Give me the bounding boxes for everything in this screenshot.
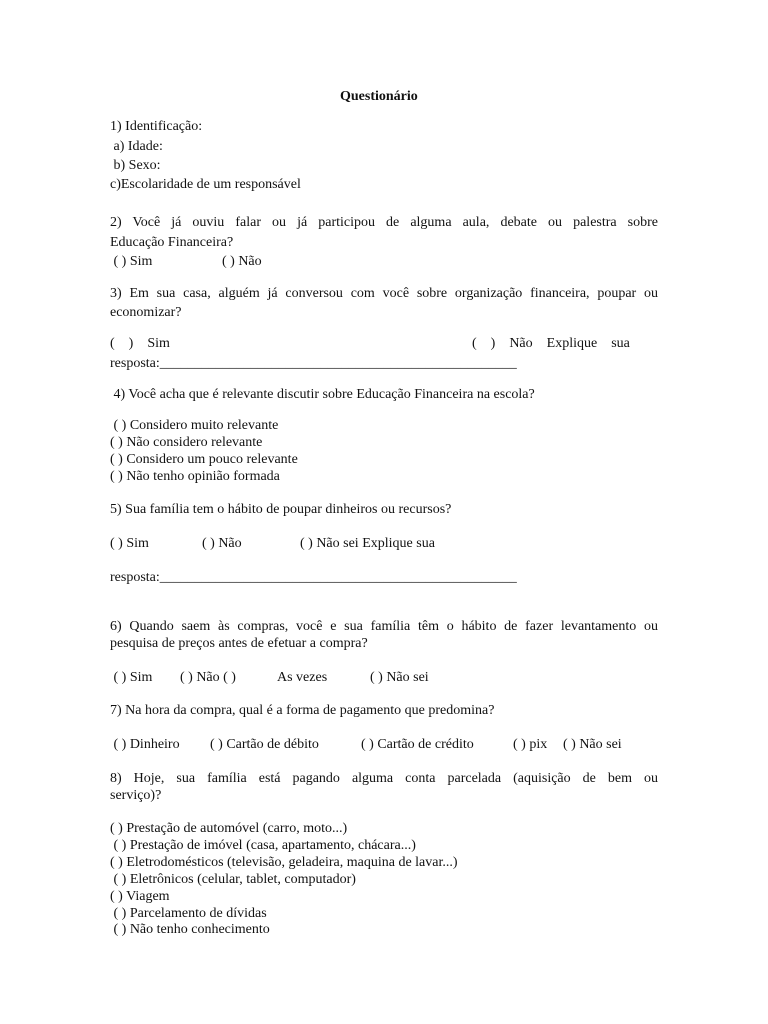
q4-option[interactable]: ( ) Considero muito relevante bbox=[110, 418, 279, 433]
q8-option[interactable]: ( ) Prestação de automóvel (carro, moto...) bbox=[110, 821, 348, 836]
q4-text: 4) Você acha que é relevante discutir sobre Educação Financeira na escola? bbox=[110, 387, 535, 402]
q8-option[interactable]: ( ) Eletrônicos (celular, tablet, computador) bbox=[110, 872, 356, 887]
page-title: Questionário bbox=[340, 89, 418, 104]
q2-line2: Educação Financeira? bbox=[110, 235, 234, 250]
q2-line1: 2) Você já ouviu falar ou já participou de alguma aula, debate ou palestra sobre bbox=[110, 215, 658, 230]
q7-option-pix[interactable]: ( ) pix bbox=[513, 737, 548, 752]
q6-option-sim[interactable]: ( ) Sim bbox=[110, 670, 153, 685]
q2-option-sim[interactable]: ( ) Sim bbox=[110, 254, 153, 269]
q7-option-debito[interactable]: ( ) Cartão de débito bbox=[210, 737, 319, 752]
q1-option-c: c)Escolaridade de um responsável bbox=[110, 177, 301, 192]
q6-option-asvezes[interactable]: As vezes bbox=[277, 670, 328, 685]
q6-line1: 6) Quando saem às compras, você e sua família têm o hábito de fazer levantamento ou bbox=[110, 619, 658, 634]
q8-option[interactable]: ( ) Eletrodomésticos (televisão, geladeira, maquina de lavar...) bbox=[110, 855, 458, 870]
q7-option-dinheiro[interactable]: ( ) Dinheiro bbox=[110, 737, 180, 752]
q8-option[interactable]: ( ) Não tenho conhecimento bbox=[110, 922, 270, 937]
q7-option-credito[interactable]: ( ) Cartão de crédito bbox=[361, 737, 474, 752]
q5-option-sim[interactable]: ( ) Sim bbox=[110, 536, 149, 551]
q3-option-sim[interactable]: ( ) Sim bbox=[110, 336, 170, 351]
q5-option-naosei[interactable]: ( ) Não sei Explique sua bbox=[300, 536, 435, 551]
q1-text: 1) Identificação: bbox=[110, 119, 203, 134]
q1-option-a: a) Idade: bbox=[110, 139, 163, 154]
q4-option[interactable]: ( ) Não considero relevante bbox=[110, 435, 263, 450]
q3-line1: 3) Em sua casa, alguém já conversou com você sobre organização financeira, poupar ou bbox=[110, 286, 658, 301]
q3-line2: economizar? bbox=[110, 305, 182, 320]
q5-resposta-line[interactable]: resposta:___________________________________________________ bbox=[110, 570, 517, 585]
q6-line2: pesquisa de preços antes de efetuar a compra? bbox=[110, 636, 368, 651]
q3-resposta-line[interactable]: resposta:___________________________________________________ bbox=[110, 356, 517, 371]
q8-option[interactable]: ( ) Viagem bbox=[110, 889, 170, 904]
q6-option-naosei[interactable]: ( ) Não sei bbox=[370, 670, 429, 685]
q1-option-b: b) Sexo: bbox=[110, 158, 161, 173]
q7-option-naosei[interactable]: ( ) Não sei bbox=[563, 737, 622, 752]
q6-option-nao[interactable]: ( ) Não ( ) bbox=[180, 670, 236, 685]
q8-line2: serviço)? bbox=[110, 788, 162, 803]
q8-option[interactable]: ( ) Parcelamento de dívidas bbox=[110, 906, 267, 921]
q4-option[interactable]: ( ) Não tenho opinião formada bbox=[110, 469, 280, 484]
q7-text: 7) Na hora da compra, qual é a forma de pagamento que predomina? bbox=[110, 703, 495, 718]
q5-text: 5) Sua família tem o hábito de poupar dinheiros ou recursos? bbox=[110, 502, 452, 517]
q3-option-nao-explique[interactable]: ( ) Não Explique sua bbox=[472, 336, 630, 351]
q2-option-nao[interactable]: ( ) Não bbox=[222, 254, 262, 269]
q5-option-nao[interactable]: ( ) Não bbox=[202, 536, 242, 551]
q8-option[interactable]: ( ) Prestação de imóvel (casa, apartamento, chácara...) bbox=[110, 838, 416, 853]
q4-option[interactable]: ( ) Considero um pouco relevante bbox=[110, 452, 298, 467]
q8-line1: 8) Hoje, sua família está pagando alguma conta parcelada (aquisição de bem ou bbox=[110, 771, 658, 786]
